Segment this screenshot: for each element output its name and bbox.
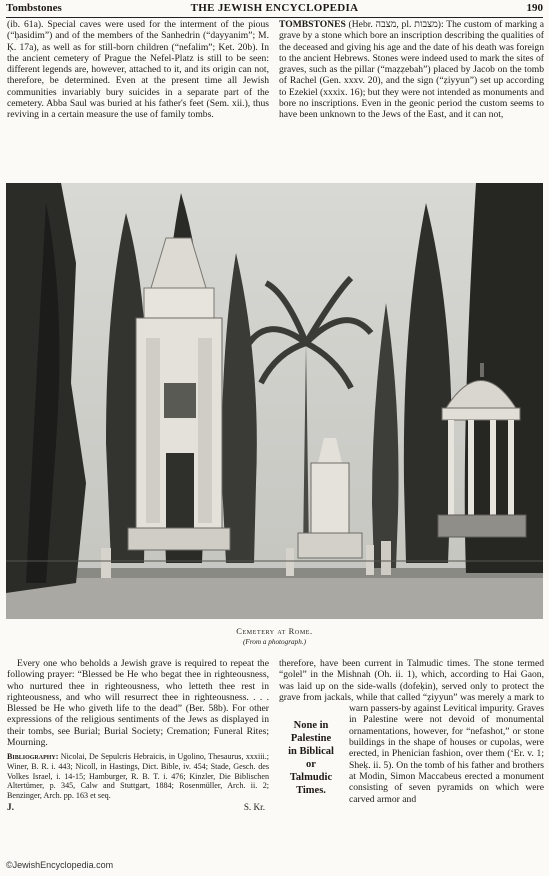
running-header — [6, 2, 543, 16]
cemetery-illustration — [6, 183, 543, 619]
side-heading-line: in Biblical — [288, 746, 334, 758]
side-heading — [279, 719, 343, 797]
cemetery-photograph — [6, 183, 543, 619]
author-initial: J. — [7, 802, 14, 813]
bibliography-text: Nicolai, De Sepulcris Hebraicis, in Ugolino, Thesaurus, xxxiii.; Winer, B. R. i. 443; Nicoll, in Hastings, Dict. Bible, iv. 454; Stade, Gesch. des Volkes Israel, i. 14-15; Hamburger, R. B. T. i. 476; Kinzler, Die Biblischen Altertümer, p. 345, Calw and Stuttgart, 1884; Rosenmüller, Arch. ii. 2; Benzinger, Arch. pp. 163 et seq. — [7, 752, 269, 800]
watermark-link[interactable]: ©JewishEncyclopedia.com — [6, 860, 114, 870]
continuation-rest: Graves in Palestine were not devoid of monumental ornamentations, however, for “nefashot,” or stone buildings in the shape of houses or cupolas, were erected, in Phenician fashion, over them (‘Er. v. 1; Sheḳ. ii. 5). On the tomb of his father and brothers at Modin, Simon Maccabeus erected a monument consisting of seven pyramids on which were carved armor and — [349, 703, 544, 805]
bibliography-label: Bibliography: — [7, 752, 59, 762]
article-heading: TOMBSTONES — [279, 19, 346, 30]
header-rule — [6, 17, 543, 18]
column-top-right — [279, 19, 544, 121]
side-heading-line: Palestine — [290, 733, 332, 745]
column-bottom-left — [7, 658, 269, 814]
bibliography — [7, 752, 269, 800]
continuation-lead: therefore, have been current in Talmudic times. The stone termed “golel” in the Mishnah (Oh. ii. 1), which, according to Hai Gaon, was laid up on the side-walls (dofeḳin), served only to protect the grave from jackals, while that called “ẓiyyun” was merely a mark to warn passers-by against Levitical impurity. — [279, 658, 544, 715]
side-heading-line: Talmudic — [289, 772, 333, 784]
column-bottom-right — [279, 658, 544, 805]
page-number: 190 — [526, 2, 543, 14]
side-heading-line: or — [306, 759, 316, 771]
figure-caption: Cemetery at Rome. — [236, 626, 313, 636]
article-intro-text: (Hebr. מצבה, pl. מצבות): The custom of marking a grave by a stone which bore an inscription describing the qualities of the deceased and giving his age and the date of his death was foreign to the ancient Hebrews. Stones were indeed used to mark the sites of graves, such as the pillar (“maẓẓebah”) placed by Jacob on the tomb of Rachel (Gen. xxxv. 20), and the sign (“ẓiyyun”) set up according to Ezekiel (xxxix. 16); but they were not intended as monuments and bore no inscriptions. Even in the geonic period the custom seems to have been unknown to the Jews of the East, and it can not, — [279, 19, 545, 121]
signature-line — [7, 802, 269, 814]
column-top-left — [7, 19, 269, 121]
author-signature: S. Kr. — [243, 802, 265, 813]
continuation-paragraph — [279, 658, 544, 805]
article-intro — [279, 19, 544, 121]
section-name: Tombstones — [6, 2, 62, 14]
side-heading-line: Times. — [296, 785, 326, 797]
book-title: THE JEWISH ENCYCLOPEDIA — [190, 2, 359, 14]
side-heading-line: None in — [293, 720, 329, 732]
prayer-paragraph: Every one who beholds a Jewish grave is required to repeat the following prayer: “Blessed be He who begat thee in righteousness, who nurtured thee in righteousness, who letteth thee rest in righteousness, and who will resurrect thee in righteousness. . . . Blessed be He who giveth life to the dead” (Ber. 58b). For other expressions of the religious sentiments of the Jews as displayed in their tombs, see Burial; Burial Society; Cremation; Funeral Rites; Mourning. — [7, 658, 269, 749]
paragraph-top-left: (ib. 61a). Special caves were used for the interment of the pious (“ḥasidim”) and of the members of the Sanhedrin (“dayyanim”; M. Ḳ. 17a), as well as for still-born children (“nefalim”; Ket. 20b). In the ancient cemetery of Prague the Nefel-Platz is still to be seen: different legends are, however, attached to it, and its origin can not, therefore, be determined. Even at the present time all Jewish communities invariably bury suicides in a separate part of the cemetery. Abba Saul was buried at his father's feet (Sem. xii.), thus reviving in a certain measure the use of family tombs. — [7, 19, 269, 121]
figure-subcaption: (From a photograph.) — [242, 638, 307, 646]
